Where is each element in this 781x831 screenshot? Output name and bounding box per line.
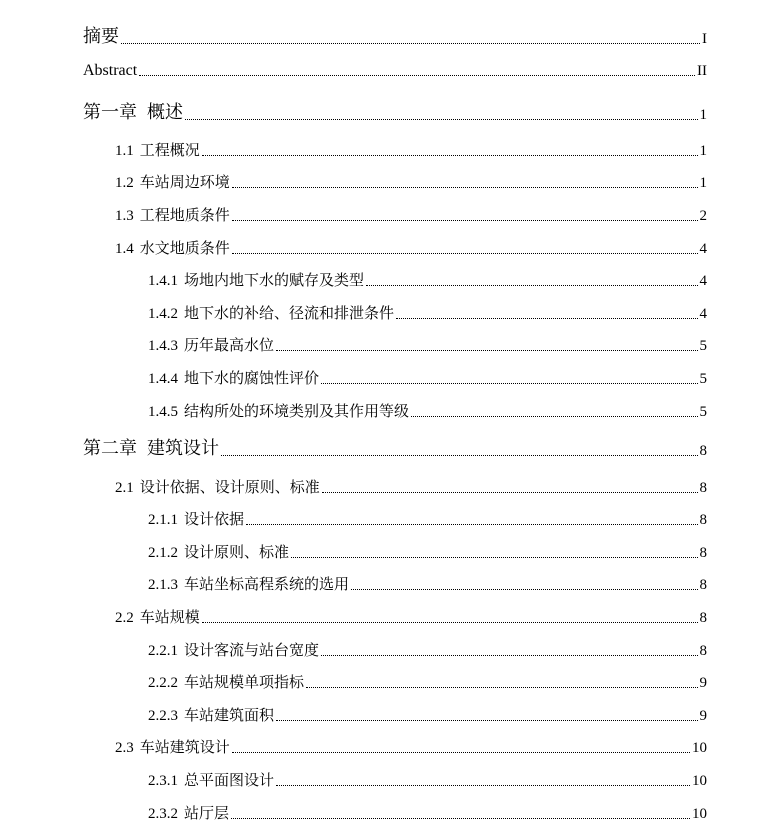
toc-entry-1-4[interactable] (115, 237, 707, 258)
toc-page-number: 10 (692, 806, 707, 822)
toc-leader (321, 382, 697, 384)
toc-section-number: 1.3 (115, 208, 134, 224)
toc-section-number: 2.2 (115, 610, 134, 626)
toc-subsection-number: 1.4.5 (148, 404, 178, 420)
toc-title: 建筑设计 (147, 438, 219, 458)
toc-title: 站厅层 (184, 806, 230, 822)
toc-subsection-number: 1.4.1 (148, 273, 178, 289)
toc-entry-2-1-2[interactable] (148, 541, 707, 562)
toc-title: 设计客流与站台宽度 (184, 643, 320, 659)
toc-entry-2-2-1[interactable] (148, 639, 707, 660)
toc-page-number: 10 (692, 740, 707, 756)
toc-page-number: 1 (699, 143, 707, 159)
toc-section-number: 1.4 (115, 241, 134, 257)
toc-subsection-number: 2.3.1 (148, 773, 178, 789)
toc-title: 总平面图设计 (184, 773, 275, 789)
toc-title: 地下水的补给、径流和排泄条件 (184, 306, 395, 322)
toc-leader (202, 154, 698, 156)
toc-subsection-number: 2.2.1 (148, 643, 178, 659)
toc-subsection-number: 2.1.1 (148, 512, 178, 528)
toc-page-number: 8 (699, 643, 707, 659)
toc-page-number: 2 (699, 208, 707, 224)
toc-chapter-number: 第一章 (83, 102, 137, 122)
toc-page-number: 10 (692, 773, 707, 789)
toc-leader (411, 415, 697, 417)
toc-entry-2-1-3[interactable] (148, 573, 707, 594)
toc-leader (276, 719, 697, 721)
toc-entry-2-1[interactable] (115, 476, 707, 497)
toc-entry-2-3-2[interactable] (148, 802, 707, 823)
toc-entry-2-3[interactable] (115, 736, 707, 757)
toc-title: 概述 (147, 102, 183, 122)
toc-entry-1-4-3[interactable] (148, 334, 707, 355)
toc-subsection-number: 2.3.2 (148, 806, 178, 822)
toc-page-number: I (702, 31, 707, 47)
toc-subsection-number: 2.2.2 (148, 675, 178, 691)
toc-page-number: 1 (699, 175, 707, 191)
toc-page-number: 1 (699, 107, 707, 123)
toc-title: 结构所处的环境类别及其作用等级 (184, 404, 410, 420)
toc-leader (276, 349, 697, 351)
toc-leader (232, 219, 698, 221)
toc-title: 地下水的腐蚀性评价 (184, 371, 320, 387)
toc-subsection-number: 2.2.3 (148, 708, 178, 724)
toc-title: 工程地质条件 (139, 208, 230, 224)
toc-page-number: 8 (699, 610, 707, 626)
toc-page-number: 8 (699, 480, 707, 496)
toc-title: 历年最高水位 (184, 338, 275, 354)
toc-entry-2-1-1[interactable] (148, 508, 707, 529)
toc-title: 摘要 (83, 26, 119, 46)
toc-leader (231, 817, 690, 819)
toc-title: 车站规模 (139, 610, 200, 626)
toc-page-number: 5 (699, 404, 707, 420)
toc-title: Abstract (83, 62, 138, 79)
toc-entry-2-2[interactable] (115, 606, 707, 627)
toc-page-number: II (697, 63, 707, 79)
toc-section-number: 2.3 (115, 740, 134, 756)
toc-entry-2-3-1[interactable] (148, 769, 707, 790)
toc-section-number: 1.2 (115, 175, 134, 191)
toc-page-number: 8 (699, 545, 707, 561)
toc-title: 场地内地下水的赋存及类型 (184, 273, 365, 289)
toc-title: 设计原则、标准 (184, 545, 290, 561)
toc-entry-1-3[interactable] (115, 204, 707, 225)
toc-title: 水文地质条件 (139, 241, 230, 257)
toc-title: 车站规模单项指标 (184, 675, 305, 691)
toc-entry-1-4-1[interactable] (148, 269, 707, 290)
toc-entry-1-1[interactable] (115, 139, 707, 160)
toc-title: 车站坐标高程系统的选用 (184, 577, 350, 593)
toc-entry-abstract-en[interactable] (83, 62, 707, 80)
toc-leader (121, 42, 700, 44)
toc-entry-1-2[interactable] (115, 171, 707, 192)
toc-page-number: 9 (699, 675, 707, 691)
toc-subsection-number: 2.1.3 (148, 577, 178, 593)
toc-title: 车站建筑面积 (184, 708, 275, 724)
toc-leader (139, 74, 695, 76)
toc-title: 工程概况 (139, 143, 200, 159)
toc-entry-2-2-2[interactable] (148, 671, 707, 692)
toc-leader (232, 252, 698, 254)
toc-leader (221, 454, 698, 456)
toc-page-number: 4 (699, 273, 707, 289)
toc-leader (366, 284, 697, 286)
toc-page-number: 8 (699, 577, 707, 593)
toc-page-number: 5 (699, 338, 707, 354)
toc-leader (232, 751, 690, 753)
toc-leader (321, 654, 697, 656)
toc-entry-1-4-5[interactable] (148, 400, 707, 421)
toc-page-number: 9 (699, 708, 707, 724)
toc-entry-chapter-2[interactable] (83, 434, 707, 460)
toc-subsection-number: 2.1.2 (148, 545, 178, 561)
toc-subsection-number: 1.4.3 (148, 338, 178, 354)
toc-subsection-number: 1.4.4 (148, 371, 178, 387)
toc-leader (291, 556, 697, 558)
toc-entry-abstract-cn[interactable] (83, 22, 707, 48)
toc-page-number: 4 (699, 306, 707, 322)
toc-entry-1-4-4[interactable] (148, 367, 707, 388)
toc-leader (322, 491, 698, 493)
toc-leader (232, 186, 698, 188)
toc-leader (185, 118, 698, 120)
toc-page-number: 8 (699, 512, 707, 528)
toc-leader (396, 317, 697, 319)
toc-section-number: 2.1 (115, 480, 134, 496)
toc-title: 车站建筑设计 (139, 740, 230, 756)
toc-chapter-number: 第二章 (83, 438, 137, 458)
toc-subsection-number: 1.4.2 (148, 306, 178, 322)
toc-leader (246, 523, 697, 525)
toc-title: 设计依据 (184, 512, 245, 528)
toc-section-number: 1.1 (115, 143, 134, 159)
toc-title: 设计依据、设计原则、标准 (139, 480, 320, 496)
toc-page-number: 4 (699, 241, 707, 257)
toc-leader (351, 588, 697, 590)
toc-page-number: 8 (699, 443, 707, 459)
toc-page-number: 5 (699, 371, 707, 387)
toc-entry-2-2-3[interactable] (148, 704, 707, 725)
toc-title: 车站周边环境 (139, 175, 230, 191)
toc-entry-1-4-2[interactable] (148, 302, 707, 323)
toc-leader (276, 784, 690, 786)
toc-leader (202, 621, 698, 623)
toc-entry-chapter-1[interactable] (83, 98, 707, 124)
toc-leader (306, 686, 697, 688)
